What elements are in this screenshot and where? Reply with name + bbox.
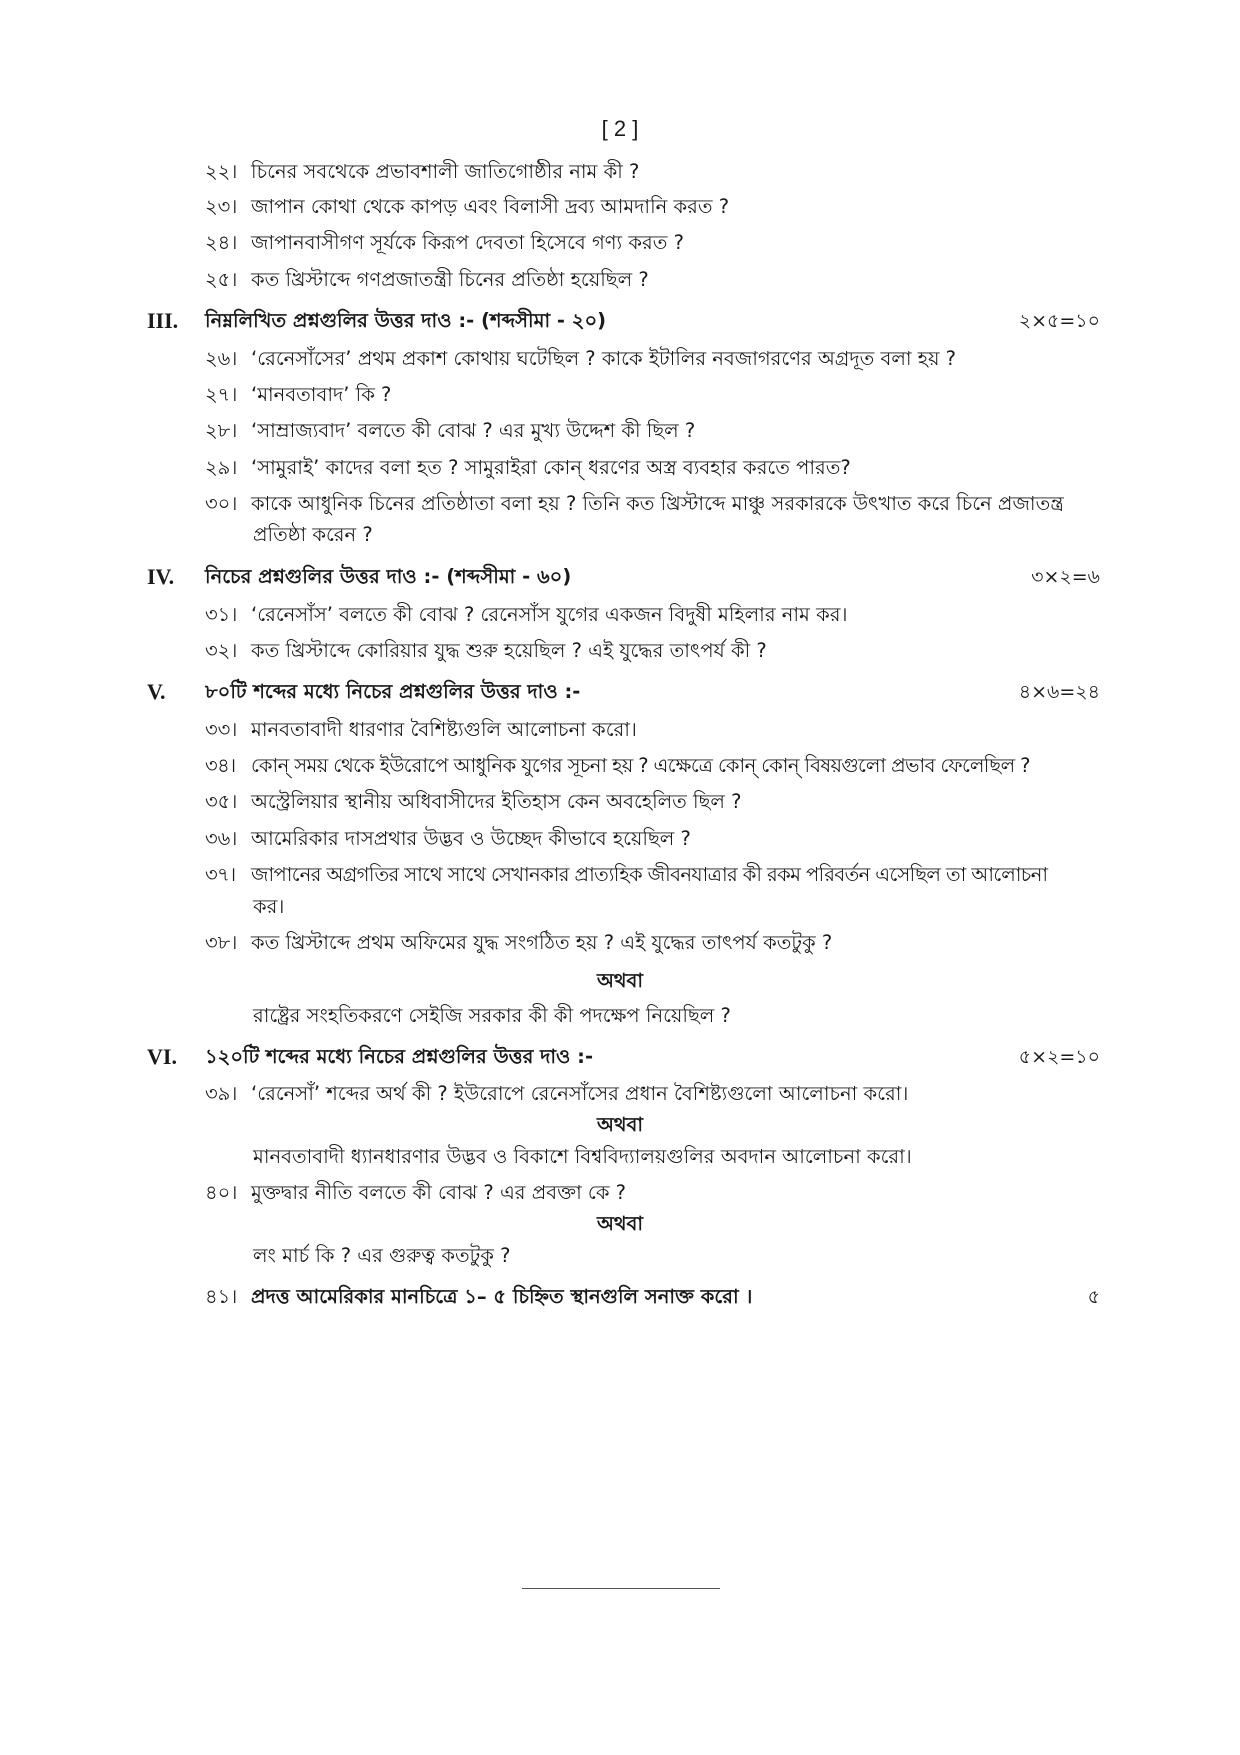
section-roman: V. <box>147 679 166 704</box>
question-37-continued: কর। <box>253 895 285 918</box>
question-number: ২৫। <box>205 268 238 291</box>
section-title: ১২০টি শব্দের মধ্যে নিচের প্রশ্নগুলির উত্তর দাও :- <box>205 1045 594 1068</box>
question-text: কত খ্রিস্টাব্দে গণপ্রজাতন্ত্রী চিনের প্রতিষ্ঠা হয়েছিল ? <box>251 268 649 291</box>
question-text: কত খ্রিস্টাব্দে কোরিয়ার যুদ্ধ শুরু হয়েছিল ? এই যুদ্ধের তাৎপর্য কী ? <box>251 639 767 662</box>
question-number: ৩০। <box>205 492 238 515</box>
question-text: অস্ট্রেলিয়ার স্থানীয় অধিবাসীদের ইতিহাস কেন অবহেলিত ছিল ? <box>251 790 742 813</box>
question-number: ৩১। <box>205 603 238 626</box>
section-marks: ৫×২=১০ <box>1018 1046 1100 1068</box>
section-roman: III. <box>147 308 179 333</box>
question-24 <box>205 228 1100 258</box>
question-30 <box>205 489 1100 519</box>
or-label: অথবা <box>596 969 644 992</box>
question-37 <box>205 860 1170 890</box>
section-roman: IV. <box>147 564 175 589</box>
question-32 <box>205 636 1100 666</box>
section-title: নিম্নলিখিত প্রশ্নগুলির উত্তর দাও :- (শব্দসীমা - ২০) <box>205 309 607 332</box>
section-roman: VI. <box>147 1044 177 1069</box>
question-39-alternative: মানবতাবাদী ধ্যানধারণার উদ্ভব ও বিকাশে বিশ্ববিদ্যালয়গুলির অবদান আলোচনা করো। <box>253 1145 912 1168</box>
question-number: ৩৫। <box>205 790 238 813</box>
question-text: আমেরিকার দাসপ্রথার উদ্ভব ও উচ্ছেদ কীভাবে হয়েছিল ? <box>251 827 691 850</box>
question-number: ৩৪। <box>205 754 236 777</box>
question-40 <box>205 1178 1100 1208</box>
question-28 <box>205 416 1100 446</box>
section-marks: ৪×৬=২৪ <box>1018 681 1100 703</box>
question-25 <box>205 265 1100 295</box>
question-27 <box>205 380 1100 410</box>
question-number: ২৬। <box>205 347 238 370</box>
question-text: কত খ্রিস্টাব্দে প্রথম অফিমের যুদ্ধ সংগঠিত হয় ? এই যুদ্ধের তাৎপর্য কতটুকু ? <box>251 931 833 954</box>
question-number: ৩৬। <box>205 827 238 850</box>
question-text: কাকে আধুনিক চিনের প্রতিষ্ঠাতা বলা হয় ? তিনি কত খ্রিস্টাব্দে মাঞ্চু সরকারকে উৎখাত করে চিনে প্রজাতন্ত্র <box>251 492 1064 515</box>
question-31 <box>205 600 1100 630</box>
question-number: ২৩। <box>205 195 238 218</box>
section-4-heading <box>147 562 1100 592</box>
question-39 <box>205 1079 1150 1109</box>
end-rule <box>522 1588 720 1589</box>
section-marks: ৩×২=৬ <box>1031 566 1100 588</box>
question-number: ৪০। <box>205 1181 238 1204</box>
question-text: জাপানবাসীগণ সূর্যকে কিরূপ দেবতা হিসেবে গণ্য করত ? <box>251 231 684 254</box>
question-33 <box>205 715 1100 745</box>
question-36 <box>205 824 1100 854</box>
question-text: মানবতাবাদী ধারণার বৈশিষ্ট্যগুলি আলোচনা করো। <box>251 718 637 741</box>
question-number: ৪১। <box>205 1285 238 1308</box>
question-38 <box>205 928 1100 958</box>
section-title: নিচের প্রশ্নগুলির উত্তর দাও :- (শব্দসীমা - ৬০) <box>205 565 572 588</box>
question-41 <box>205 1282 1100 1312</box>
question-text: ‘রেনেসাঁসের’ প্রথম প্রকাশ কোথায় ঘটেছিল ? কাকে ইটালির নবজাগরণের অগ্রদূত বলা হয় ? <box>251 347 957 370</box>
question-number: ২২। <box>205 160 238 183</box>
question-number: ৩৮। <box>205 931 238 954</box>
or-label: অথবা <box>596 1212 644 1235</box>
question-40-alternative: লং মার্চ কি ? এর গুরুত্ব কতটুকু ? <box>253 1244 511 1267</box>
question-22 <box>205 157 1100 187</box>
question-30-continued: প্রতিষ্ঠা করেন ? <box>253 523 373 546</box>
question-text: মুক্তদ্বার নীতি বলতে কী বোঝ ? এর প্রবক্তা কে ? <box>251 1181 627 1204</box>
question-29 <box>205 453 1100 483</box>
question-text: জাপান কোথা থেকে কাপড় এবং বিলাসী দ্রব্য আমদানি করত ? <box>251 195 730 218</box>
question-number: ৩৯। <box>205 1082 238 1105</box>
question-text: জাপানের অগ্রগতির সাথে সাথে সেখানকার প্রাত্যহিক জীবনযাত্রার কী রকম পরিবর্তন এসেছিল তা আলোচনা <box>251 863 1048 886</box>
question-number: ২৭। <box>205 383 238 406</box>
question-text: ‘রেনেসাঁ’ শব্দের অর্থ কী ? ইউরোপে রেনেসাঁসের প্রধান বৈশিষ্ট্যগুলো আলোচনা করো। <box>251 1082 909 1105</box>
section-5-heading <box>147 677 1100 707</box>
question-marks: ৫ <box>1087 1286 1100 1308</box>
question-text: ‘সাম্রাজ্যবাদ’ বলতে কী বোঝ ? এর মুখ্য উদ্দেশ কী ছিল ? <box>251 419 696 442</box>
question-26 <box>205 344 1100 374</box>
question-35 <box>205 787 1100 817</box>
question-text: চিনের সবথেকে প্রভাবশালী জাতিগোষ্ঠীর নাম কী ? <box>251 160 640 183</box>
question-number: ৩৩। <box>205 718 238 741</box>
section-title: ৮০টি শব্দের মধ্যে নিচের প্রশ্নগুলির উত্তর দাও :- <box>205 680 581 703</box>
question-number: ৩২। <box>205 639 238 662</box>
question-text: ‘মানবতাবাদ’ কি ? <box>251 383 392 406</box>
question-text: ‘রেনেসাঁস’ বলতে কী বোঝ ? রেনেসাঁস যুগের একজন বিদুষী মহিলার নাম কর। <box>251 603 848 626</box>
section-3-heading <box>147 306 1100 336</box>
question-number: ২৪। <box>205 231 238 254</box>
question-text: প্রদত্ত আমেরিকার মানচিত্রে ১– ৫ চিহ্নিত স্থানগুলি সনাক্ত করো । <box>251 1285 753 1308</box>
question-text: ‘সামুরাই’ কাদের বলা হত ? সামুরাইরা কোন্ ধরণের অস্ত্র ব্যবহার করতে পারত? <box>251 456 851 479</box>
section-marks: ২×৫=১০ <box>1018 310 1100 332</box>
question-text: কোন্ সময় থেকে ইউরোপে আধুনিক যুগের সূচনা হয় ? এক্ষেত্রে কোন্ কোন্ বিষয়গুলো প্রভাব ফেলেছিল ? <box>251 754 1030 777</box>
question-number: ২৯। <box>205 456 238 479</box>
section-6-heading <box>147 1042 1100 1072</box>
question-number: ৩৭। <box>205 863 236 886</box>
question-38-alternative: রাষ্ট্রের সংহতিকরণে সেইজি সরকার কী কী পদক্ষেপ নিয়েছিল ? <box>253 1004 731 1027</box>
question-number: ২৮। <box>205 419 238 442</box>
or-label: অথবা <box>596 1113 644 1136</box>
page-number: [ 2 ] <box>601 116 639 141</box>
question-34 <box>205 751 1170 781</box>
question-23 <box>205 192 1100 222</box>
